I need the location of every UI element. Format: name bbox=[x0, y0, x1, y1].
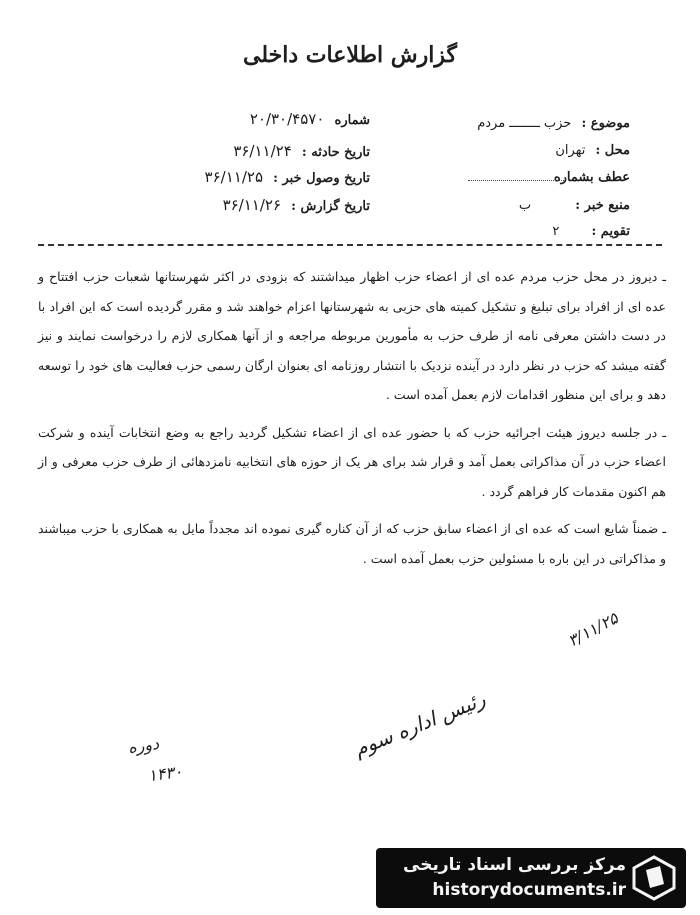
body-paragraph: ـ دیروز در محل حزب مردم عده ای از اعضاء حزب اظهار میداشتند که بزودی در اکثر شهرستانها شعبات حزب افتتاح و عده ای از افراد برای تبلیغ و تشکیل کمیته های حزبی به شهرستانها اعزام خواهند شد و مقرر گردیده است که این افراد با در دست داشتن معرفی نامه از طرف حزب به مأمورین مربوطه مراجعه و از آنها همکاری لازم را درخواست نمایند و نیز گفته میشد که حزب در نظر دارد در آینده نزدیک با انتشار روزنامه ای بعنوان ارگان رسمی حزب فعالیت های خود را توسعه دهد و برای این منظور اقدامات لازم بعمل آمده است . bbox=[38, 269, 667, 402]
location-value: تهران bbox=[555, 143, 586, 158]
location-label: محل : bbox=[595, 143, 630, 158]
receipt-date-label: تاریخ وصول خبر : bbox=[273, 171, 370, 186]
report-body bbox=[38, 262, 666, 581]
reference-dotted-line bbox=[468, 180, 564, 181]
location-field bbox=[555, 143, 630, 158]
margin-note: ۳/۱۱/۲۵ bbox=[564, 608, 622, 651]
evaluation-value: ۲ bbox=[552, 224, 560, 239]
footer-title: مرکز بررسی اسناد تاریخی bbox=[403, 855, 626, 875]
source-value: ب bbox=[518, 198, 532, 213]
number-field bbox=[250, 110, 370, 128]
left-note-number: ۱۴۳۰ bbox=[146, 761, 184, 786]
report-date-label: تاریخ گزارش : bbox=[291, 199, 370, 214]
reference-label: عطف بشماره bbox=[553, 170, 630, 185]
reference-field bbox=[554, 170, 630, 185]
number-value: ۲۰/۳۰/۴۵۷۰ bbox=[249, 110, 325, 128]
footer-banner bbox=[376, 848, 686, 908]
evaluation-field bbox=[552, 224, 630, 239]
header-separator bbox=[38, 244, 662, 246]
footer-url[interactable]: historydocuments.ir bbox=[432, 880, 626, 900]
subject-field bbox=[477, 116, 630, 131]
document-title: گزارش اطلاعات داخلی bbox=[243, 42, 457, 68]
incident-date-value: ۳۶/۱۱/۲۴ bbox=[233, 142, 292, 160]
body-paragraph: ـ در جلسه دیروز هیئت اجرائیه حزب که با حضور عده ای از اعضاء تشکیل گردید راجع به وضع انتخابات آینده و شرکت اعضاء حزب در آن مذاکراتی بعمل آمد و قرار شد برای هر یک از حوزه های انتخابیه نامزدهائی از طرف حزب معرفی و از هم اکنون مقدمات کار فراهم گردد . bbox=[38, 424, 666, 499]
body-paragraph: ـ ضمناً شایع است که عده ای از اعضاء سابق حزب که از آن کناره گیری نموده اند مجدداً مایل به همکاری با حزب میباشند و مذاکراتی در این باره با مسئولین حزب بعمل آمده است . bbox=[38, 521, 666, 566]
receipt-date-field bbox=[205, 168, 370, 186]
source-field bbox=[519, 198, 630, 213]
report-date-field bbox=[223, 196, 370, 214]
subject-label: موضوع : bbox=[581, 116, 630, 131]
subject-value: حزب ــــــــ مردم bbox=[477, 116, 572, 131]
incident-date-label: تاریخ حادثه : bbox=[301, 145, 370, 160]
historydocuments-logo-icon bbox=[630, 854, 678, 902]
incident-date-field bbox=[233, 142, 370, 160]
report-date-value: ۳۶/۱۱/۲۶ bbox=[222, 196, 282, 214]
signature: رئیس اداره سوم bbox=[350, 686, 489, 762]
source-label: منبع خبر : bbox=[575, 198, 630, 213]
evaluation-label: تقویم : bbox=[591, 224, 630, 239]
number-label: شماره bbox=[334, 113, 370, 128]
receipt-date-value: ۳۶/۱۱/۲۵ bbox=[204, 168, 263, 186]
left-note-word: دوره bbox=[126, 733, 161, 758]
